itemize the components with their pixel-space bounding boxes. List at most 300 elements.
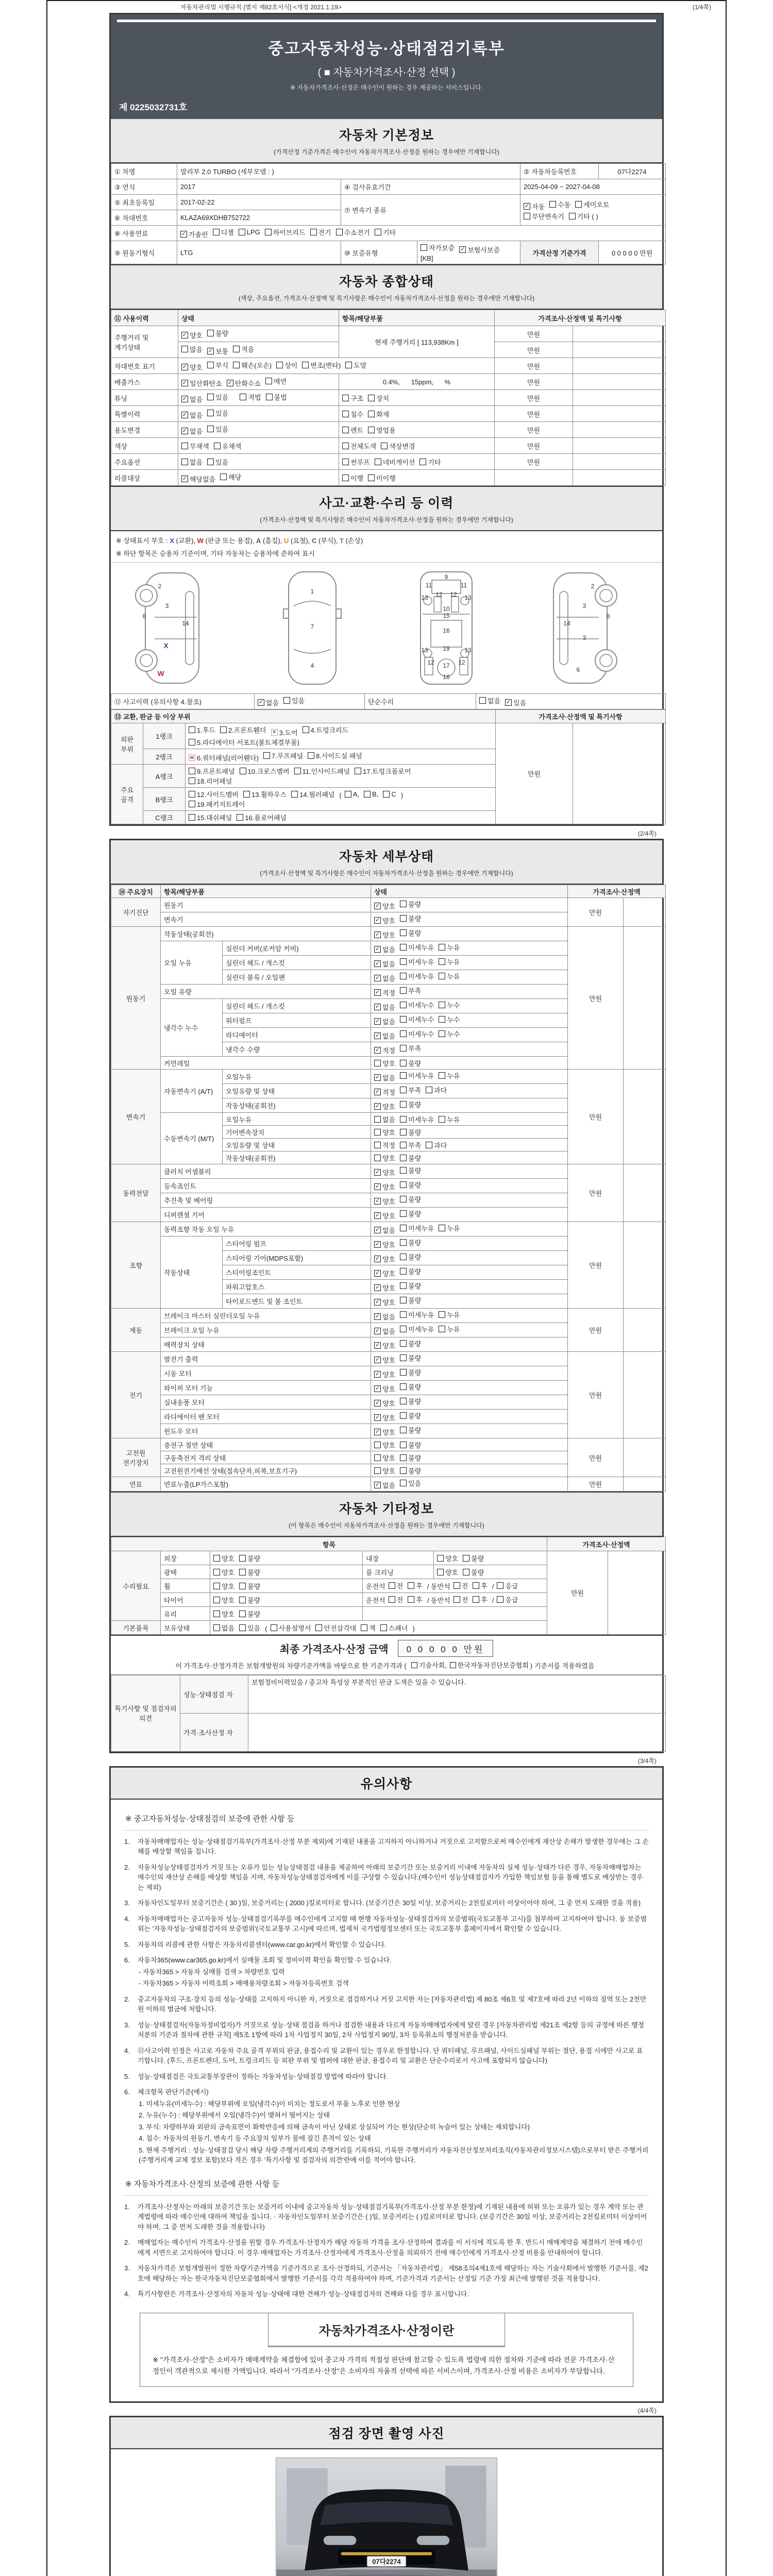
checkbox-label: 있음 — [292, 697, 305, 705]
checkbox-label: 누수 — [447, 1016, 460, 1024]
checkbox-label: 상이 — [284, 361, 298, 369]
checkbox-item — [400, 1209, 421, 1218]
cell: 오일 누유 — [161, 941, 223, 985]
diagram-part-number: 18 — [443, 673, 450, 681]
checkbox-item — [271, 1623, 311, 1633]
section-subtitle: (이 항목은 매수인이 자동차가격조사·산정을 원하는 경우에만 기재합니다) — [289, 1522, 484, 1529]
checkbox-cell — [371, 1323, 568, 1337]
checkbox-label: 양호 — [382, 1198, 396, 1206]
notice-number: 3. — [124, 1899, 130, 1907]
diagram-part-number: 7 — [310, 623, 314, 630]
checkbox-cell — [371, 941, 568, 956]
checkbox-checked-icon: ✓ — [375, 1198, 380, 1204]
cell: 차대번호 표기 — [111, 358, 178, 374]
checkbox-item — [374, 1182, 395, 1192]
checkbox-item — [355, 766, 411, 776]
checkbox-item — [400, 1058, 421, 1068]
diagram-part-number: 3 — [582, 602, 586, 609]
checkbox-empty-icon — [207, 459, 214, 465]
cell: 휠 — [161, 1579, 210, 1593]
checkbox-label: 전 — [461, 1582, 468, 1590]
checkbox-label: 양호 — [382, 1169, 396, 1177]
cell: 추진축 및 베어링 — [161, 1193, 371, 1208]
checkbox-checked-icon: ✓ — [375, 1385, 380, 1392]
price-survey-definition-text: ※ "가격조사·산정"은 소비자가 매매계약을 체결함에 있어 중고차 가격의 적절성 판단에 참고할 수 있도록 법령에 의한 절차와 기준에 따라 전문 가격조사·산정인이 객관적으로 제시한 가액입니다. 따라서 "가격조사·산정"은 소비자의 자율적 선택에 따른 서비스이며, 가격조사·산정 비용은 소비자가 부담합니다. — [153, 2355, 615, 2375]
checkbox-item — [240, 392, 261, 402]
cell — [573, 406, 666, 422]
checkbox-label: 누유 — [447, 1225, 460, 1232]
checkbox-label: 양호 — [382, 1103, 396, 1111]
checkbox-empty-icon — [189, 739, 195, 745]
diagram-part-number: 8 — [142, 613, 146, 620]
cell: 연료 — [111, 1477, 161, 1492]
checkbox-label: 기타 — [428, 458, 441, 466]
checkbox-label: 없음 — [382, 960, 396, 968]
checkbox-empty-icon — [374, 1060, 381, 1066]
checkbox-item — [368, 393, 389, 403]
checkbox-item — [374, 1312, 395, 1321]
cell: 배출가스 — [111, 374, 178, 390]
notice-text: 자동차매매업자는 성능·상태점검기록부(가격조사·산정 부분 제외)에 기재된 내용을 고지하지 아니하거나 거짓으로 고지함으로써 매수인에게 재산상 손해가 발생한 경우에는 그 손해를 배상할 책임을 집니다. — [138, 1837, 649, 1855]
cell: 충전구 절연 상태 — [161, 1438, 371, 1451]
checkbox-item — [189, 725, 215, 735]
cell: 만원 — [495, 454, 573, 470]
checkbox-empty-icon — [189, 777, 195, 784]
text: ( — [265, 1624, 267, 1633]
checkbox-item — [342, 473, 363, 483]
checkbox-empty-icon — [375, 459, 381, 465]
checkbox-item — [400, 1478, 421, 1488]
checkbox-cell — [371, 898, 568, 912]
checkbox-cell — [371, 1151, 568, 1164]
cell: 워터펌프 — [223, 1013, 371, 1028]
checkbox-cell — [371, 1424, 568, 1438]
notices-group3-head: ※ 자동차가격조사·산정의 보증에 관한 사항 등 — [124, 2171, 649, 2196]
checkbox-item — [283, 696, 305, 705]
checkbox-item — [400, 1153, 421, 1163]
cell: 주요옵션 — [111, 454, 178, 470]
checkbox-label: 미세누유 — [408, 1115, 434, 1124]
checkbox-cell — [339, 470, 495, 486]
block-notices — [109, 1766, 664, 2403]
inspector-opinion-table — [111, 1675, 666, 1752]
checkbox-item — [400, 1466, 421, 1476]
cell: 만원 — [547, 1551, 608, 1635]
checkbox-item — [400, 1043, 421, 1053]
checkbox-empty-icon — [400, 1297, 407, 1303]
checkbox-empty-icon — [181, 459, 188, 465]
checkbox-label: 없음 — [382, 1074, 396, 1082]
checkbox-label: 없음 — [382, 975, 396, 982]
notice-item — [124, 1898, 649, 1908]
checkbox-label: 불량 — [408, 1181, 422, 1189]
checkbox-cell — [339, 454, 495, 470]
car-damage-diagram — [113, 567, 660, 690]
cell: 광택 — [161, 1565, 210, 1579]
checkbox-item — [439, 1310, 460, 1319]
checkbox-empty-icon — [400, 1253, 407, 1260]
checkbox-label: 양호 — [382, 1357, 396, 1364]
checkbox-item — [239, 228, 260, 236]
text: ) — [412, 1624, 415, 1633]
checkbox-item — [400, 1252, 421, 1262]
checkbox-empty-icon — [411, 1662, 417, 1668]
field-warranty — [417, 241, 520, 264]
checkbox-empty-icon — [207, 410, 214, 416]
checkbox-label: 없음 — [382, 1482, 396, 1489]
checkbox-checked-icon: ✓ — [375, 1284, 380, 1291]
checkbox-item — [400, 1127, 421, 1137]
checkbox-checked-icon: ✓ — [375, 1328, 380, 1334]
checkbox-cell — [363, 1593, 547, 1607]
checkbox-label: 누유 — [447, 1072, 460, 1080]
checkbox-empty-icon — [239, 1597, 246, 1603]
checkbox-label: 도말 — [354, 361, 367, 369]
checkbox-empty-icon — [463, 1555, 469, 1562]
checkbox-label: 잭 — [369, 1624, 376, 1632]
cell: ⑭ 주요장치 — [111, 885, 161, 898]
checkbox-label: 안전삼각대 — [324, 1624, 357, 1632]
checkbox-item — [439, 942, 460, 952]
checkbox-item — [400, 1295, 421, 1305]
legend-mark: T — [340, 537, 344, 545]
checkbox-label: 미세누유 — [408, 944, 434, 952]
field-first-reg: 2017-02-22 — [177, 195, 341, 210]
cell: 스티어링 기어(MDPS포함) — [223, 1251, 371, 1265]
checkbox-label: 적정 — [382, 1089, 396, 1096]
checkbox-label: LPG — [246, 228, 260, 236]
block-page2 — [109, 839, 664, 1753]
cell: 실린더 헤드 / 개스킷 — [223, 956, 371, 970]
checkbox-empty-icon — [189, 791, 195, 798]
cell: 동력전달 — [111, 1164, 161, 1222]
checkbox-checked-icon: ✓ — [227, 379, 232, 386]
field-year: 2017 — [177, 179, 341, 195]
checkbox-empty-icon — [419, 459, 426, 465]
notice-text: 특기사항란은 가격조사·산정자의 자동차 성능·상태에 대한 견해가 성능·상태점검자의 견해와 다를 경우 표시합니다. — [138, 2290, 469, 2298]
checkbox-label: 양호 — [190, 331, 203, 340]
cell: 외판 부위 — [111, 723, 143, 765]
checkbox-item — [400, 1324, 434, 1334]
checkbox-item — [374, 1016, 395, 1026]
checkbox-empty-icon — [400, 1282, 407, 1289]
checkbox-empty-icon — [213, 1555, 220, 1562]
cell: 파워고압호스 — [223, 1280, 371, 1294]
checkbox-label: 해당 — [228, 473, 242, 481]
checkbox-item — [374, 1453, 395, 1463]
notice-subitem: 4. 침수: 자동차의 원동기, 변속기 등 주요장치 일부가 물에 잠긴 흔적이 있는 상태 — [139, 2134, 371, 2142]
checkbox-label: 네비게이션 — [382, 458, 415, 466]
checkbox-label: 7.루프패널 — [271, 752, 304, 760]
text: 운전석 — [366, 1583, 385, 1590]
cell — [573, 723, 666, 824]
notice-item — [124, 1994, 649, 2014]
cell: 가격조사·산정액 — [547, 1537, 666, 1551]
checkbox-cell — [371, 1028, 568, 1042]
cell: 작동상태(공회전) — [161, 927, 371, 941]
checkbox-empty-icon — [426, 1142, 432, 1148]
checkbox-label: 불량 — [408, 1154, 422, 1162]
price-survey-definition-title: 자동차가격조사·산정이란 — [268, 2313, 505, 2346]
checkbox-label: 양호 — [382, 1400, 396, 1408]
checkbox-item — [426, 1140, 447, 1150]
cell: 주행거리 및 계기상태 — [111, 326, 178, 358]
checkbox-item — [439, 1000, 460, 1010]
checkbox-item — [400, 1382, 421, 1392]
notice-item — [124, 1914, 649, 1934]
cell: 외장 — [161, 1551, 210, 1565]
checkbox-cell — [371, 1265, 568, 1280]
checkbox-item — [473, 1595, 488, 1604]
checkbox-empty-icon — [189, 814, 195, 821]
checkbox-label: 불량 — [408, 1412, 422, 1420]
checkbox-label: 불량 — [247, 1568, 261, 1577]
checkbox-checked-icon: ✓ — [181, 231, 187, 237]
checkbox-item — [400, 1180, 421, 1190]
checkbox-label: 5.라디에이터 서포트(볼트체결부품) — [197, 738, 299, 747]
diagram-damage-mark-x: X — [163, 641, 169, 650]
checkbox-cell — [363, 1579, 547, 1593]
checkbox-label: 양호 — [382, 1183, 396, 1191]
checkbox-label: 없음 — [266, 699, 279, 707]
checkbox-checked-icon: ✓ — [375, 1212, 380, 1218]
car-bottom-view — [421, 572, 472, 684]
checkbox-empty-icon — [315, 1624, 322, 1631]
section-subtitle: (가격조사·산정액 및 특기사항은 매수인이 자동차가격조사·산정을 원하는 경우에만 기재합니다) — [260, 870, 513, 877]
checkbox-label: 디젤 — [221, 229, 234, 236]
checkbox-checked-icon: ✓ — [375, 946, 380, 952]
notice-item — [124, 2072, 649, 2082]
checkbox-cell — [186, 765, 496, 788]
diagram-part-number: 1 — [310, 588, 314, 595]
checkbox-checked-icon: ✓ — [375, 1299, 380, 1305]
checkbox-item — [408, 1595, 423, 1604]
notices-group1-head: ※ 중고자동차성능·상태점검의 보증에 관한 사항 등 — [124, 1806, 649, 1831]
checkbox-item — [408, 1581, 423, 1590]
checkbox-item — [374, 1283, 395, 1293]
cell: 만원 — [496, 723, 573, 824]
checkbox-item — [181, 362, 203, 372]
checkbox-empty-icon — [400, 987, 407, 994]
diagram-part-number: 3 — [582, 634, 586, 641]
inspection-photos — [111, 2449, 662, 2576]
checkbox-checked-icon: ✓ — [208, 347, 213, 354]
price-survey-option: ( ■ 자동차가격조사·산정 선택 ) — [317, 67, 456, 78]
checkbox-cell — [178, 374, 339, 390]
checkbox-empty-icon — [450, 1662, 456, 1668]
cell: ⑬ 교환, 판금 등 이상 부위 — [111, 710, 496, 723]
checkbox-item — [302, 360, 341, 370]
checkbox-label: 미세누유 — [408, 1072, 434, 1080]
checkbox-label: 양호 — [445, 1568, 459, 1577]
checkbox-checked-icon: ✓ — [375, 1357, 380, 1363]
checkbox-empty-icon — [400, 1196, 407, 1202]
notice-item — [124, 1837, 649, 1857]
checkbox-cell — [371, 1337, 568, 1352]
checkbox-item — [181, 344, 203, 354]
checkbox-item — [400, 971, 434, 981]
checkbox-label: 없음 — [222, 1624, 235, 1632]
checkbox-label: 적음 — [241, 345, 255, 353]
checkbox-label: 누유 — [447, 1115, 460, 1124]
checkbox-label: 2.프론트휀더 — [228, 726, 266, 734]
notice-item — [124, 2289, 649, 2299]
checkbox-cell — [339, 390, 495, 406]
cell: 특기사항 및 점검자의 의견 — [111, 1675, 180, 1751]
section-subtitle: (색상, 주요옵션, 가격조사·산정액 및 특기사항은 매수인이 자동차가격조사·산정을 원하는 경우에만 기재합니다) — [238, 295, 535, 302]
checkbox-label: 수소전기 — [344, 229, 370, 236]
cell: 상태 — [178, 310, 339, 326]
mark-x-icon: x — [271, 729, 278, 736]
section-subtitle: (가격산정 기준가격은 매수인이 자동차가격조사·산정을 원하는 경우에만 기재합니다) — [274, 148, 499, 156]
checkbox-label: 미세누유 — [408, 1311, 434, 1319]
checkbox-item — [374, 1127, 395, 1137]
checkbox-item — [265, 227, 306, 237]
cell: 만원 — [568, 1164, 624, 1222]
checkbox-item — [374, 1114, 395, 1124]
panel-rank-table — [111, 709, 666, 824]
checkbox-item — [400, 1396, 421, 1406]
checkbox-item — [181, 441, 209, 451]
cell: 1랭크 — [143, 723, 186, 749]
cell: 룸 크리닝 — [363, 1565, 434, 1579]
checkbox-empty-icon — [439, 1116, 445, 1123]
checkbox-item — [450, 1660, 529, 1670]
section-subtitle: (가격조사·산정액 및 특기사항은 매수인이 자동차가격조사·산정을 원하는 경우에만 기재합니다) — [260, 516, 513, 523]
checkbox-item — [207, 392, 228, 402]
field-base-price: 0 0 0 0 0 만원 — [599, 241, 666, 264]
checkbox-item — [463, 1567, 484, 1577]
checkbox-empty-icon — [380, 1624, 387, 1631]
checkbox-checked-icon: ✓ — [375, 1270, 380, 1276]
checkbox-empty-icon — [400, 1116, 407, 1123]
checkbox-label: 양호 — [382, 1256, 396, 1263]
checkbox-item — [265, 376, 287, 386]
mark-w-icon: w — [189, 754, 195, 761]
checkbox-item — [400, 928, 421, 938]
checkbox-label: 훼손(오손) — [241, 361, 272, 369]
checkbox-empty-icon — [240, 768, 246, 774]
checkbox-label: 불량 — [408, 1340, 422, 1348]
checkbox-empty-icon — [214, 443, 221, 449]
cell: ⑨ 원동기형식 — [111, 241, 177, 264]
text — [233, 394, 237, 402]
checkbox-cell — [434, 1565, 547, 1579]
cell: 커먼레일 — [161, 1057, 371, 1070]
checkbox-label: 불량 — [408, 1239, 422, 1247]
cell: 성능·상태점검 자 — [180, 1675, 248, 1713]
checkbox-label: 많음 — [190, 345, 203, 353]
notice-text: 성능·상태점검자(자동차정비업자)가 거짓으로 성능·상태 점검을 하거나 점검한 내용과 다르게 자동차매매업자에게 알린 경우 [자동차관리법 제21조 제2항 등의 규정에 따른 행정처분의 기준과 절차에 관한 규칙] 제5조 1항에 따라 1차 사업정지 30일, 2차 사업정지 90일, 3차 등록취소의 행정처분을 받습니다. — [138, 2021, 645, 2039]
checkbox-item — [400, 1085, 421, 1095]
diagram-part-number: 11 — [425, 582, 432, 589]
checkbox-empty-icon — [400, 1002, 407, 1008]
cell: 유리 — [161, 1607, 210, 1621]
checkbox-cell — [371, 1042, 568, 1057]
checkbox-empty-icon — [575, 201, 582, 208]
checkbox-item — [439, 957, 460, 967]
checkbox-checked-icon: ✓ — [182, 331, 188, 338]
checkbox-empty-icon — [439, 1225, 445, 1231]
checkbox-empty-icon — [233, 346, 240, 352]
checkbox-checked-icon: ✓ — [375, 1241, 380, 1247]
cell: 리콜대상 — [111, 470, 178, 486]
checkbox-empty-icon — [213, 229, 220, 235]
checkbox-item — [271, 727, 298, 737]
checkbox-empty-icon — [263, 752, 270, 759]
field-reg-no-label: ② 자동차등록번호 — [520, 164, 599, 179]
notice-number: 5. — [124, 1940, 130, 1948]
checkbox-label: 후 — [416, 1582, 423, 1590]
cell: 만원 — [495, 438, 573, 454]
checkbox-item — [233, 360, 272, 370]
section-title: 유의사항 — [360, 1776, 413, 1791]
checkbox-item — [374, 1254, 395, 1264]
notices-list-3 — [124, 2202, 649, 2299]
accident-history-label: ⑫ 사고이력 (유의사항 4.참조) — [111, 694, 255, 709]
checkbox-checked-icon: ✓ — [375, 1018, 380, 1024]
checkbox-empty-icon — [400, 944, 407, 951]
checkbox-empty-icon — [524, 213, 530, 219]
checkbox-empty-icon — [361, 1624, 367, 1631]
checkbox-cell — [210, 1565, 363, 1579]
diagram-part-number: 6 — [576, 666, 580, 673]
checkbox-empty-icon — [400, 1480, 407, 1486]
checkbox-checked-icon: ✓ — [375, 903, 380, 909]
checkbox-item — [400, 1310, 434, 1319]
checkbox-item — [411, 1660, 447, 1670]
checkbox-empty-icon — [239, 1569, 246, 1575]
notice-text: 중고자동차의 구조·장치 등의 성능·상태를 고지하지 아니한 자, 거짓으로 점검하거나 거짓 고지한 자는 [자동차관리법] 제 80조 제6호 및 제7호에 따라 2년 이하의 징역 또는 2천만원 이하의 벌금에 처합니다. — [138, 1995, 647, 2013]
checkbox-label: 불량 — [471, 1568, 484, 1577]
checkbox-label: 양호 — [382, 1270, 396, 1278]
diagram-part-number: 12 — [450, 591, 457, 598]
checkbox-label: 양호 — [382, 1212, 396, 1220]
checkbox-empty-icon — [374, 1129, 381, 1136]
checkbox-label: 11.인사이드패널 — [302, 768, 350, 775]
checkbox-item — [400, 1367, 421, 1377]
checkbox-label: 있음 — [215, 409, 229, 417]
checkbox-empty-icon — [400, 1167, 407, 1174]
checkbox-empty-icon — [368, 411, 375, 417]
cell: A랭크 — [143, 765, 186, 788]
cell: 스티어링조인트 — [223, 1265, 371, 1280]
cell: 실린더 커버(로커암 커버) — [223, 941, 371, 956]
checkbox-item — [374, 1225, 395, 1235]
cell — [573, 390, 666, 406]
cell — [573, 326, 666, 342]
checkbox-label: 양호 — [382, 1385, 396, 1393]
checkbox-empty-icon — [439, 1326, 445, 1332]
checkbox-item — [181, 410, 203, 420]
checkbox-cell — [371, 1309, 568, 1323]
checkbox-empty-icon — [189, 801, 195, 807]
cell: 만원 — [495, 406, 573, 422]
checkbox-empty-icon — [400, 1210, 407, 1217]
checkbox-label: 응급 — [505, 1582, 518, 1590]
checkbox-label: 부족 — [408, 1045, 422, 1053]
diagram-part-number: 13 — [421, 594, 428, 601]
checkbox-item — [374, 1297, 395, 1307]
diagram-part-number: 9 — [444, 573, 448, 581]
checkbox-cell — [371, 1113, 568, 1126]
checkbox-label: 응급 — [505, 1596, 518, 1604]
checkbox-empty-icon — [374, 1116, 381, 1123]
cell: 고전원 전기장치 — [111, 1438, 161, 1477]
notice-text: 자동차성능상태점검자가 거짓 또는 오류가 있는 성능상태점검 내용을 제공하여 아래의 보증기간 또는 보증거리 이내에 자동차의 실제 성능·상태가 다른 경우, 자동차매매업자는 매수인의 재산상 손해를 배상할 책임을 지며, 자동차성능상태점검자에게 이를 구상할 수 있습니다.(매수인이 성능상태점검자가 가입한 책임보험 등을 통해 별도로 배상받는 경우는 제외) — [138, 1863, 643, 1891]
checkbox-checked-icon: ✓ — [460, 246, 465, 252]
cell: 항목 — [111, 1537, 547, 1551]
